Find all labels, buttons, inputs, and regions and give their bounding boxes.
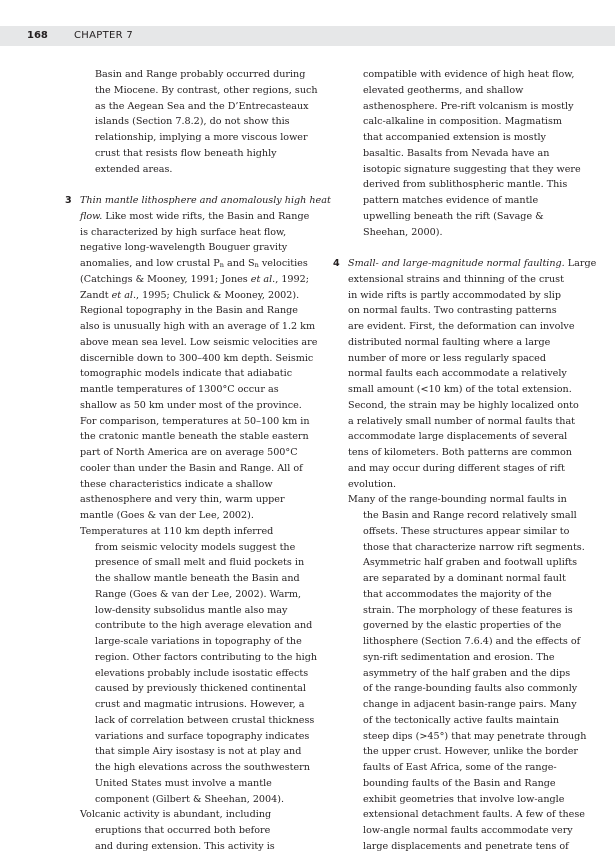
text-line: offsets. These structures appear similar to (363, 525, 570, 537)
et-al: et al. (250, 273, 276, 285)
text-line: is characterized by high surface heat flow, (80, 226, 287, 238)
left-column (65, 67, 331, 855)
text-line (80, 272, 309, 288)
text-line: elevations probably include isostatic effects (95, 667, 309, 679)
text-line: that accompanied extension is mostly (363, 132, 546, 143)
text-line: shallow as 50 km under most of the province. (80, 399, 302, 411)
text-line: United States must involve a mantle (95, 777, 272, 789)
text-line: a relatively small number of normal faults that (348, 415, 576, 427)
text-line: extensional strains and thinning of the crust (348, 273, 564, 285)
text-line: part of North America are on average 500°C (80, 447, 298, 458)
text-line: small amount (<10 km) of the total extension. (348, 384, 572, 395)
text-span: , 1995; Chulick & Mooney, 2002). (136, 289, 300, 301)
text-span: Large (564, 258, 597, 269)
text-line: mantle temperatures of 1300°C occur as (80, 384, 279, 395)
text-line: cooler than under the Basin and Range. All of (80, 462, 303, 474)
text-line: islands (Section 7.8.2), do not show this (95, 116, 290, 128)
item-title: Small- and large-magnitude normal faulting. (348, 258, 565, 269)
text-line: Many of the range-bounding normal faults in (348, 494, 567, 506)
text-line: low-angle normal faults accommodate very (363, 825, 573, 836)
text-line: on normal faults. Two contrasting patterns (348, 305, 557, 317)
text-line: negative long-wavelength Bouguer gravity (80, 242, 288, 254)
text-line: normal faults each accommodate a relatively (348, 368, 567, 380)
text-line: distributed normal faulting where a large (348, 336, 551, 348)
text-span: (Catchings & Mooney, 1991; Jones (80, 273, 251, 285)
subscript: n (254, 261, 259, 269)
text-line: of the range-bounding faults also commonly (363, 683, 578, 695)
text-line: these characteristics indicate a shallow (80, 478, 273, 490)
text-span: anomalies, and low crustal P (80, 258, 220, 269)
text-line: strain. The morphology of these features is (363, 604, 573, 616)
text-line: the Basin and Range record relatively small (363, 510, 577, 521)
text-line: pattern matches evidence of mantle (363, 195, 539, 206)
text-line: bounding faults of the Basin and Range (363, 777, 556, 789)
text-span: Like most wide rifts, the Basin and Range (102, 210, 310, 222)
text-line: For comparison, temperatures at 50–100 km in (80, 415, 310, 427)
text-span: , 1992; (275, 273, 309, 285)
text-line: syn-rift sedimentation and erosion. The (363, 651, 555, 663)
text-line: asthenosphere. Pre-rift volcanism is mostly (363, 100, 574, 112)
text-line: elevated geotherms, and shallow (363, 84, 524, 96)
text-line: change in adjacent basin-range pairs. Many (363, 699, 577, 710)
right-column (333, 67, 597, 855)
list-item-3-title (65, 193, 331, 209)
text-line: and may occur during different stages of rift (348, 462, 565, 474)
text-line: Range (Goes & van der Lee, 2002). Warm, (95, 588, 302, 600)
text-line: number of more or less regularly spaced (348, 352, 546, 364)
text-line: caused by previously thickened continental (95, 683, 306, 695)
item-title: flow. (80, 210, 103, 222)
list-item-4-title (333, 256, 597, 272)
text-line: are separated by a dominant normal fault (363, 573, 566, 584)
text-line: Asymmetric half graben and footwall uplifts (363, 557, 578, 569)
text-line: evolution. (348, 478, 397, 490)
text-line: of the tectonically active faults maintain (363, 714, 560, 726)
text-line: that accommodates the majority of the (363, 588, 552, 600)
running-header-bar (0, 26, 615, 46)
subscript: n (219, 261, 224, 269)
text-line: Sheehan, 2000). (363, 226, 443, 238)
text-line: Volcanic activity is abundant, including (80, 809, 272, 821)
text-line: tomographic models indicate that adiabatic (80, 368, 293, 380)
text-line: faults of East Africa, some of the range- (363, 762, 557, 773)
text-line: Temperatures at 110 km depth inferred (80, 525, 274, 537)
text-span: Zandt (80, 289, 112, 301)
text-line: variations and surface topography indicates (95, 730, 310, 742)
text-line: lithosphere (Section 7.6.4) and the effects of (363, 636, 581, 647)
text-line: those that characterize narrow rift segments. (363, 541, 585, 553)
text-line: accommodate large displacements of several (348, 431, 568, 443)
text-line: asymmetry of the half graben and the dips (363, 667, 571, 679)
text-span: velocities (258, 258, 308, 269)
text-line: presence of small melt and fluid pockets in (95, 557, 305, 569)
text-line: tens of kilometers. Both patterns are common (348, 447, 572, 458)
text-line: region. Other factors contributing to the high (95, 651, 318, 663)
text-line (80, 288, 302, 304)
text-line (80, 256, 308, 272)
text-line: derived from sublithospheric mantle. This (363, 179, 568, 191)
text-line: that simple Airy isostasy is not at play and (95, 746, 302, 758)
text-line: low-density subsolidus mantle also may (95, 604, 288, 616)
text-line: in wide rifts is partly accommodated by slip (348, 289, 561, 301)
text-line: asthenosphere and very thin, warm upper (80, 494, 285, 506)
et-al: et al. (111, 289, 137, 301)
text-line: are evident. First, the deformation can involve (348, 321, 575, 332)
list-number: 4 (333, 258, 340, 269)
text-line: extensional detachment faults. A few of these (363, 809, 585, 821)
text-line: eruptions that occurred both before (95, 825, 271, 836)
text-line: steep dips (>45°) that may penetrate through (363, 730, 587, 742)
text-line: the upper crust. However, unlike the border (363, 746, 579, 758)
text-line: crust that resists flow beneath highly (95, 147, 277, 159)
text-line: upwelling beneath the rift (Savage & (363, 210, 544, 222)
text-line: extended areas. (95, 163, 173, 175)
text-line: contribute to the high average elevation and (95, 620, 313, 632)
text-line: also is unusually high with an average of 1.2 km (80, 321, 316, 332)
item-title: Thin mantle lithosphere and anomalously high heat (80, 195, 331, 206)
text-line: crust and magmatic intrusions. However, a (95, 699, 305, 710)
text-line: the high elevations across the southwestern (95, 762, 310, 773)
text-line: basaltic. Basalts from Nevada have an (363, 147, 550, 159)
text-line: from seismic velocity models suggest the (95, 541, 296, 553)
text-line: the cratonic mantle beneath the stable eastern (80, 431, 309, 443)
text-line: relationship, implying a more viscous lower (95, 132, 308, 143)
text-line: as the Aegean Sea and the D’Entrecasteaux (95, 100, 309, 112)
text-line: governed by the elastic properties of the (363, 620, 562, 632)
text-line: compatible with evidence of high heat flow, (363, 69, 575, 80)
text-line: Regional topography in the Basin and Range (80, 305, 298, 317)
text-line (80, 209, 310, 225)
text-line: large displacements and penetrate tens of (363, 840, 569, 852)
text-line: large-scale variations in topography of the (95, 636, 302, 647)
text-line: lack of correlation between crustal thickness (95, 714, 315, 726)
chapter-title: CHAPTER 7 (74, 30, 133, 41)
text-line: the shallow mantle beneath the Basin and (95, 573, 300, 584)
text-line: calc-alkaline in composition. Magmatism (363, 116, 563, 128)
text-line: Basin and Range probably occurred during (95, 69, 306, 80)
text-line: exhibit geometries that involve low-angle (363, 793, 565, 805)
text-line: the Miocene. By contrast, other regions, such (95, 84, 318, 96)
text-line: component (Gilbert & Sheehan, 2004). (95, 793, 285, 805)
text-line: isotopic signature suggesting that they were (363, 163, 581, 175)
list-number: 3 (65, 195, 72, 206)
text-line: mantle (Goes & van der Lee, 2002). (80, 510, 254, 521)
page-number: 168 (27, 30, 48, 41)
text-line: discernible down to 300–400 km depth. Seismic (80, 352, 314, 364)
text-line: above mean sea level. Low seismic velocities are (80, 336, 318, 348)
text-line: and during extension. This activity is (95, 840, 275, 852)
text-span: and S (223, 258, 255, 269)
text-line: Second, the strain may be highly localized onto (348, 399, 579, 411)
